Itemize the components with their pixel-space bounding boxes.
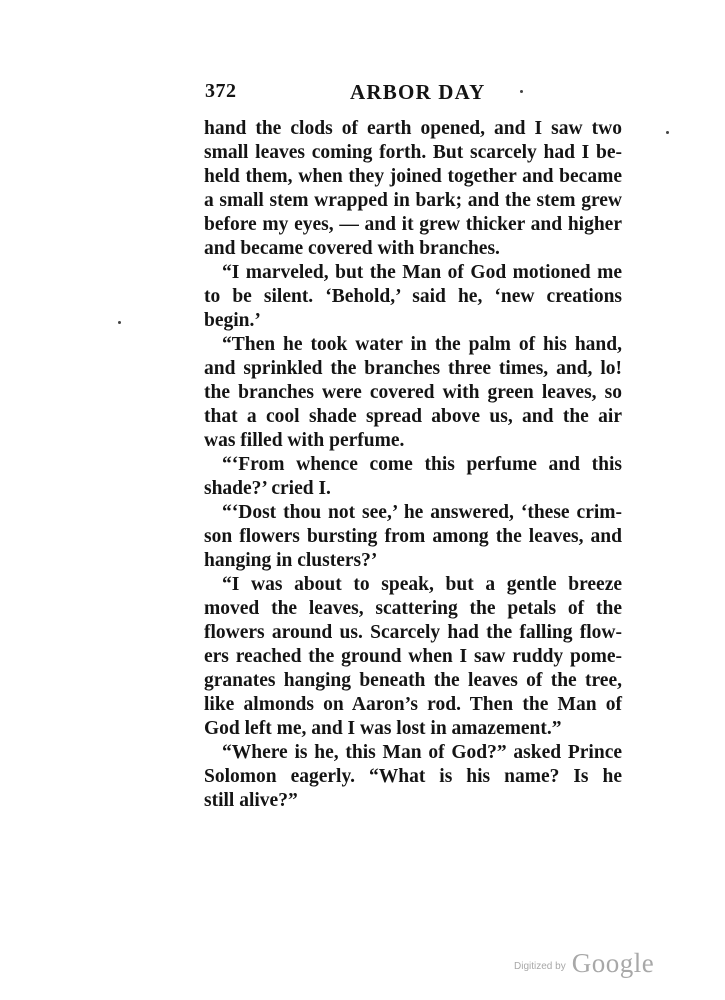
text-line: was filled with perfume. — [204, 430, 405, 451]
text-line: “Then he took water in the palm of his hand, — [222, 334, 622, 355]
print-speck — [666, 131, 669, 134]
text-line: to be silent. ‘Behold,’ said he, ‘new creations — [204, 286, 622, 307]
text-line: that a cool shade spread above us, and the air — [204, 406, 622, 427]
text-line: and became covered with branches. — [204, 238, 500, 259]
print-speck — [520, 90, 523, 93]
text-line: hand the clods of earth opened, and I saw two — [204, 118, 622, 139]
text-line: “I was about to speak, but a gentle breeze — [222, 574, 622, 595]
digitized-watermark — [514, 948, 654, 979]
text-line: “Where is he, this Man of God?” asked Prince — [222, 742, 622, 763]
text-line: a small stem wrapped in bark; and the stem grew — [204, 190, 622, 211]
text-line: God left me, and I was lost in amazement.” — [204, 718, 562, 739]
text-line: small leaves coming forth. But scarcely had I be- — [204, 142, 622, 163]
text-line: flowers around us. Scarcely had the falling flow- — [204, 622, 622, 643]
text-line: “‘Dost thou not see,’ he answered, ‘these crim- — [222, 502, 622, 523]
page-number: 372 — [205, 80, 237, 102]
text-line: begin.’ — [204, 310, 261, 331]
text-line: ers reached the ground when I saw ruddy pome- — [204, 646, 622, 667]
text-line: son flowers bursting from among the leaves, and — [204, 526, 622, 547]
text-line: “I marveled, but the Man of God motioned me — [222, 262, 622, 283]
body-text — [204, 117, 622, 813]
text-line: shade?’ cried I. — [204, 478, 331, 499]
google-logo: Google — [571, 948, 655, 978]
text-line: Solomon eagerly. “What is his name? Is he — [204, 766, 622, 787]
text-line: granates hanging beneath the leaves of the tree, — [204, 670, 622, 691]
text-line: and sprinkled the branches three times, and, lo! — [204, 358, 622, 379]
text-line: hanging in clusters?’ — [204, 550, 378, 571]
text-line: “‘From whence come this perfume and this — [222, 454, 622, 475]
text-line: before my eyes, — and it grew thicker and higher — [204, 214, 622, 235]
print-speck — [118, 321, 121, 324]
text-line: moved the leaves, scattering the petals of the — [204, 598, 622, 619]
text-line: like almonds on Aaron’s rod. Then the Man of — [204, 694, 622, 715]
text-line: still alive?” — [204, 790, 298, 811]
text-line: the branches were covered with green leaves, so — [204, 382, 622, 403]
text-line: held them, when they joined together and became — [204, 166, 622, 187]
running-head: ARBOR DAY — [350, 80, 486, 104]
watermark-prefix: Digitized by — [514, 961, 566, 972]
page-header — [205, 80, 620, 110]
